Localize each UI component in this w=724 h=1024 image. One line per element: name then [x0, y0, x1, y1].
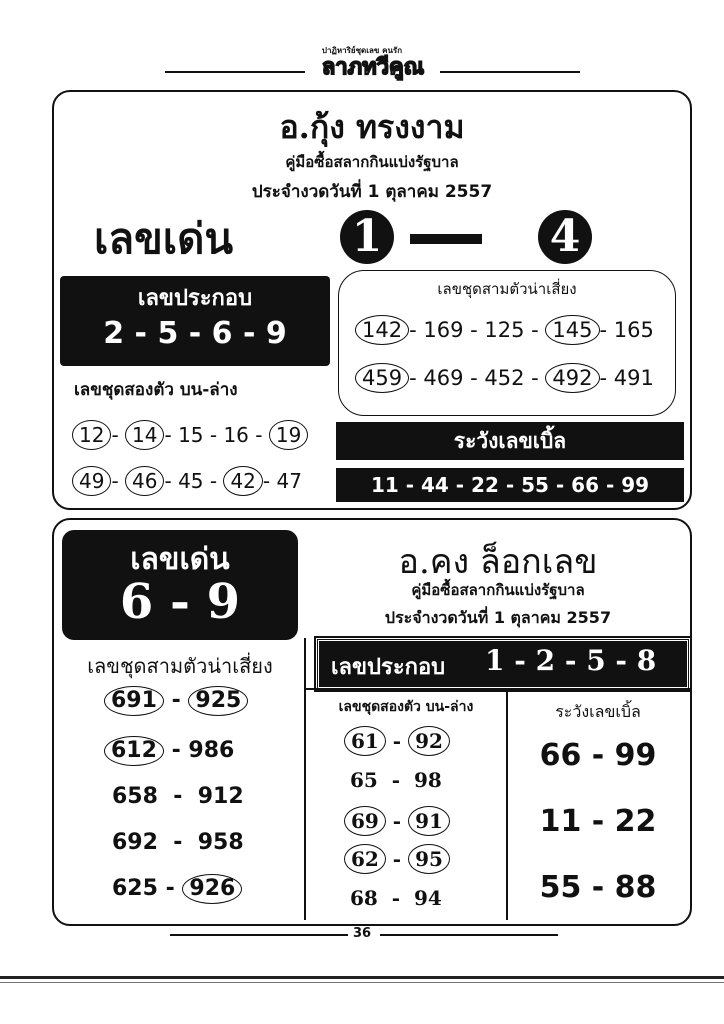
masthead-rule-right [440, 71, 580, 73]
panel-kong [52, 518, 692, 926]
two-digit-number: 98 [414, 768, 442, 792]
double-numbers: 11 - 44 - 22 - 55 - 66 - 99 [336, 468, 684, 502]
three-digit-label: เลขชุดสามตัวน่าเสี่ยง [437, 280, 577, 298]
two-digit-row-2: 49 - 46 - 45 - 42 - 47 [72, 466, 302, 496]
two-digit-number: 95 [408, 844, 450, 874]
two-digit-number: 12 [72, 420, 111, 450]
masthead-rule-left [165, 71, 305, 73]
three-digit-number: 958 [197, 830, 244, 855]
two-digit-number: 91 [408, 806, 450, 836]
featured-number-a: 1 [340, 210, 394, 264]
combo-digits: 2 - 5 - 6 - 9 [103, 316, 287, 351]
three-digit-number: 625 [112, 876, 158, 901]
three-digit-number: 986 [188, 738, 235, 763]
footer-rule-right [380, 934, 558, 936]
double-pair: 11 - 22 [539, 804, 657, 839]
two-digit-number: 62 [344, 844, 386, 874]
three-digit-pair: 658 - 912 [112, 784, 244, 809]
three-digit-row-1: 142 - 169 - 125 - 145 - 165 [355, 315, 654, 345]
three-digit-number: 165 [613, 318, 654, 342]
three-digit-number: 492 [545, 363, 599, 393]
three-digit-number: 469 [423, 366, 464, 390]
three-digit-number: 145 [545, 315, 599, 345]
three-digit-number: 125 [484, 318, 525, 342]
two-digit-number: 61 [344, 726, 386, 756]
two-digit-label: เลขชุดสองตัว บน-ล่าง [74, 380, 238, 400]
two-digit-number: 68 [350, 886, 378, 910]
header-rule [306, 688, 690, 690]
three-digit-number: 452 [484, 366, 525, 390]
two-digit-row-1: 12 - 14 - 15 - 16 - 19 [72, 420, 308, 450]
masthead-title: ลาภทวีคูณ [321, 54, 425, 80]
three-digit-pair: 692 - 958 [112, 830, 244, 855]
three-digit-number: 169 [423, 318, 464, 342]
two-digit-pair: 61 - 92 [344, 726, 450, 756]
three-digit-number: 926 [182, 874, 242, 904]
footer-rule-left [170, 934, 348, 936]
combo-label: เลขประกอบ [331, 655, 446, 680]
three-digit-number: 912 [197, 784, 244, 809]
two-digit-number: 15 [178, 423, 204, 447]
handbook-subtitle: คู่มือซื้อสลากกินแบ่งรัฐบาล [411, 581, 585, 599]
three-digit-pair: 625 - 926 [112, 874, 242, 904]
two-digit-number: 92 [408, 726, 450, 756]
featured-label: เลขเด่น [130, 542, 230, 577]
two-digit-number: 47 [276, 469, 302, 493]
two-digit-number: 45 [178, 469, 204, 493]
page-edge-rule [0, 976, 724, 979]
three-digit-row-2: 459 - 469 - 452 - 492 - 491 [355, 363, 654, 393]
two-digit-number: 65 [350, 768, 378, 792]
three-digit-number: 658 [112, 784, 158, 809]
three-digit-number: 612 [104, 736, 164, 766]
page-number: 36 [352, 926, 372, 941]
combo-label: เลขประกอบ [137, 286, 253, 311]
three-digit-pair: 612 - 986 [104, 736, 234, 766]
two-digit-number: 16 [223, 423, 249, 447]
two-digit-number: 19 [269, 420, 308, 450]
featured-digits: 6 - 9 [119, 574, 241, 630]
featured-box [62, 530, 298, 640]
three-digit-number: 925 [188, 686, 248, 716]
two-digit-number: 69 [344, 806, 386, 836]
master-name: อ.กุ้ง ทรงงาม [279, 108, 465, 146]
three-digit-label: เลขชุดสามตัวน่าเสี่ยง [87, 654, 273, 678]
inner-divider [506, 690, 508, 920]
combo-box [316, 638, 690, 690]
two-digit-number: 46 [125, 466, 164, 496]
combo-digits: 1 - 2 - 5 - 8 [485, 644, 657, 677]
two-digit-pair: 65 - 98 [350, 768, 442, 792]
master-name: อ.คง ล็อกเลข [398, 542, 598, 582]
two-digit-number: 49 [72, 466, 111, 496]
double-label: ระวังเลขเบิ้ล [555, 702, 641, 721]
double-pair: 55 - 88 [539, 870, 657, 905]
three-digit-number: 142 [355, 315, 409, 345]
three-digit-number: 459 [355, 363, 409, 393]
three-digit-pair: 691 - 925 [104, 686, 248, 716]
page-edge-rule [0, 982, 724, 983]
panel-kung [52, 90, 692, 510]
three-digit-number: 491 [613, 366, 654, 390]
three-digit-number: 692 [112, 830, 158, 855]
masthead-tagline: ปาฏิหาริย์ชุดเลข คนรัก [321, 46, 403, 55]
two-digit-label: เลขชุดสองตัว บน-ล่าง [338, 699, 474, 715]
two-digit-pair: 69 - 91 [344, 806, 450, 836]
two-digit-number: 42 [223, 466, 262, 496]
two-digit-pair: 62 - 95 [344, 844, 450, 874]
two-digit-number: 14 [125, 420, 164, 450]
featured-number-b: 4 [538, 210, 592, 264]
featured-dash [410, 234, 482, 244]
draw-date: ประจำงวดวันที่ 1 ตุลาคม 2557 [384, 608, 612, 627]
handbook-subtitle: คู่มือซื้อสลากกินแบ่งรัฐบาล [285, 153, 459, 171]
three-digit-number: 691 [104, 686, 164, 716]
three-digit-box [338, 270, 676, 416]
two-digit-pair: 68 - 94 [350, 886, 442, 910]
draw-date: ประจำงวดวันที่ 1 ตุลาคม 2557 [251, 182, 493, 202]
column-divider [304, 638, 306, 920]
combo-box [60, 276, 330, 366]
double-pair: 66 - 99 [539, 738, 657, 773]
double-label: ระวังเลขเบิ้ล [336, 422, 684, 460]
two-digit-number: 94 [414, 886, 442, 910]
featured-label: เลขเด่น [94, 214, 234, 263]
